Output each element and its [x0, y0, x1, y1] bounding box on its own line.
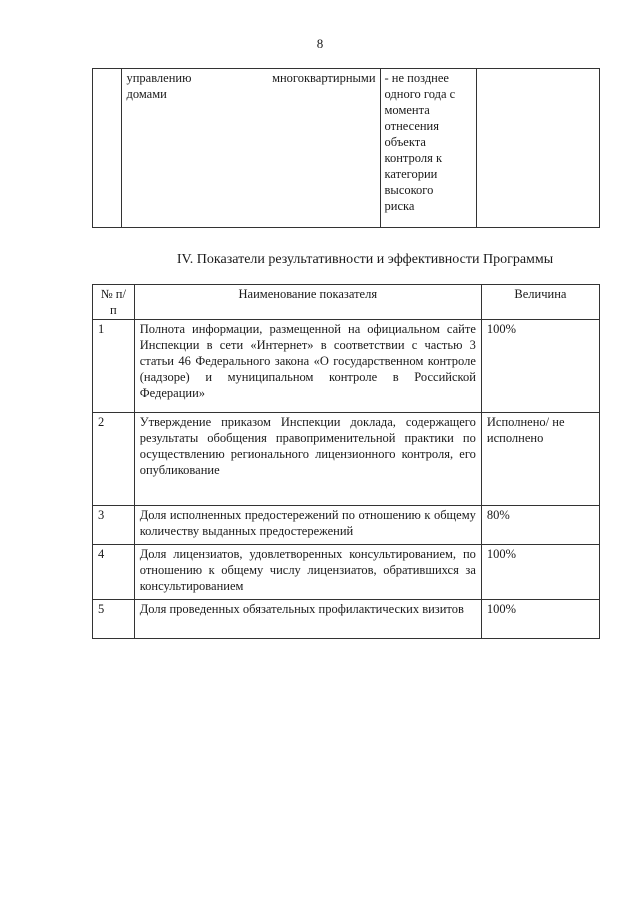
object-name-line1: [126, 70, 375, 86]
indicator-name: [134, 600, 481, 639]
indicator-value: 100%: [481, 545, 599, 600]
deadline-line: объекта: [384, 135, 426, 149]
table-row: [93, 600, 600, 639]
indicator-value: 100%: [481, 320, 599, 413]
indicator-name: [134, 413, 481, 506]
deadline-line: отнесения: [384, 119, 439, 133]
table-row: [93, 413, 600, 506]
deadline-line: одного года с: [384, 87, 456, 101]
deadline-line: высокого: [384, 183, 434, 197]
row-number: 2: [93, 413, 135, 506]
row-number: 3: [93, 506, 135, 545]
deadline-cell: [380, 69, 477, 228]
row-number-cell: [93, 69, 122, 228]
continued-table: [92, 68, 600, 228]
indicator-name-text: Доля исполненных предостережений по отношению к общему количеству выданных предостережений: [139, 508, 476, 538]
indicator-name-text: Доля проведенных обязательных профилактических визитов: [139, 602, 464, 616]
table-row: [93, 545, 600, 600]
deadline-line: - не позднее: [384, 71, 449, 85]
table-header-row: [93, 285, 600, 320]
indicator-name: [134, 506, 481, 545]
row-number: 1: [93, 320, 135, 413]
indicator-name: [134, 545, 481, 600]
extra-cell: [477, 69, 600, 228]
indicator-name-text: Полнота информации, размещенной на официальном сайте Инспекции в сети «Интернет» в соответствии с частью 3 статьи 46 Федерального закона «О государственном контроле (надзоре) и муниципальном контроле в Российской Федерации»: [139, 322, 476, 400]
object-name-cell: [122, 69, 380, 228]
object-name-word: многоквартирными: [272, 71, 376, 85]
indicator-name-text: Доля лицензиатов, удовлетворенных консультированием, по отношению к общему числу лицензиатов, обратившихся за консультированием: [139, 547, 476, 593]
header-number: № п/п: [93, 285, 135, 320]
deadline-line: момента: [384, 103, 430, 117]
indicator-name-text: Утверждение приказом Инспекции доклада, содержащего результаты обобщения правоприменительной практики по осуществлению регионального лицензионного контроля, его опубликование: [139, 415, 476, 477]
indicator-value: 100%: [481, 600, 599, 639]
header-value: Величина: [481, 285, 599, 320]
page-number: 8: [316, 36, 324, 51]
object-name-word: управлению: [126, 71, 192, 85]
indicators-table: [92, 284, 600, 639]
deadline-line: категории: [384, 167, 438, 181]
object-name-line2: домами: [126, 87, 167, 101]
header-name: Наименование показателя: [134, 285, 481, 320]
deadline-line: контроля к: [384, 151, 443, 165]
indicator-name: [134, 320, 481, 413]
table-row: [93, 506, 600, 545]
row-number: 4: [93, 545, 135, 600]
indicator-value: Исполнено/ не исполнено: [481, 413, 599, 506]
table-row: [93, 69, 600, 228]
deadline-line: риска: [384, 199, 415, 213]
row-number: 5: [93, 600, 135, 639]
section-title: IV. Показатели результативности и эффективности Программы: [176, 252, 554, 267]
table-row: [93, 320, 600, 413]
indicator-value: 80%: [481, 506, 599, 545]
